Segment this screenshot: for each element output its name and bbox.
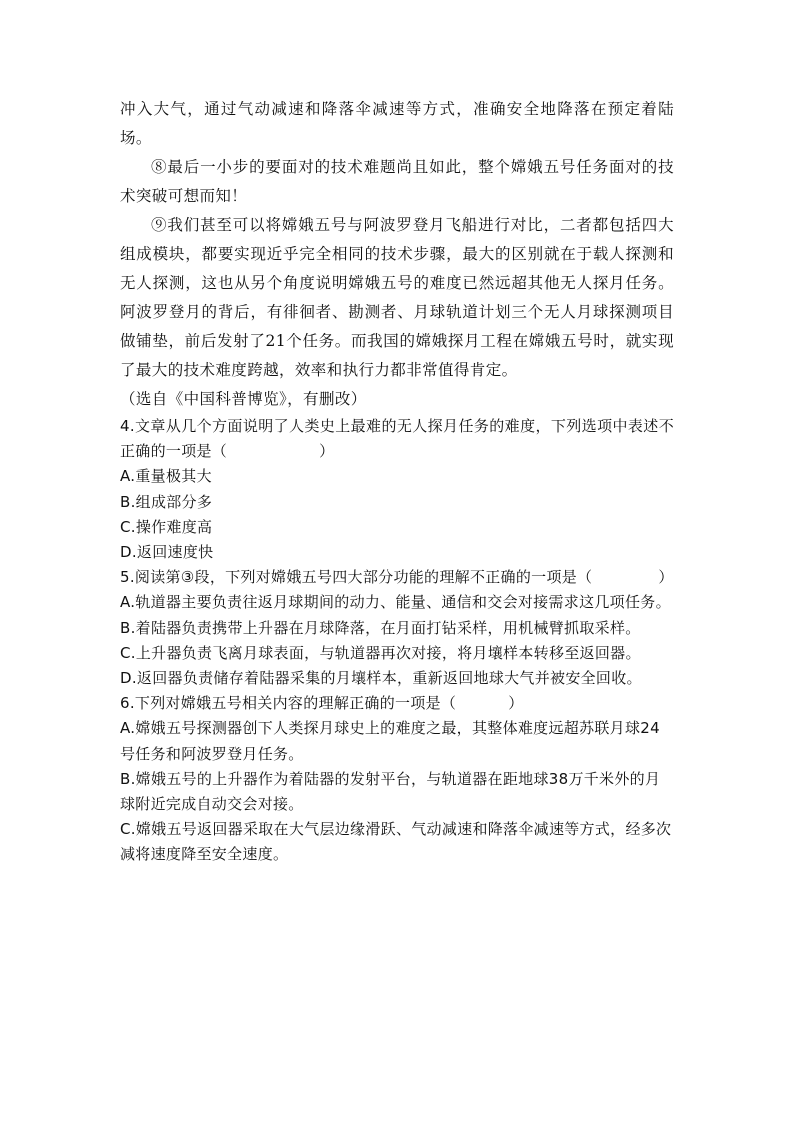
question-stem: 4.文章从几个方面说明了人类史上最难的无人探月任务的难度，下列选项中表述不正确的一项是（ ）: [120, 417, 674, 461]
passage-paragraph-9: ⑨我们甚至可以将嫦娥五号与阿波罗登月飞船进行对比，二者都包括四大组成模块，都要实现近乎完全相同的技术步骤，最大的区别就在于载人探测和无人探测，这也从另个角度说明嫦娥五号的难度已然远超其他无人探月任务。阿波罗登月的背后，有徘徊者、勘测者、月球轨道计划三个无人月球探测项目做铺垫，前后发射了21个任务。而我国的嫦娥探月工程在嫦娥五号时，就实现了最大的技术难度跨越，效率和执行力都非常值得肯定。: [120, 216, 674, 379]
question-5: [120, 565, 674, 691]
question-6: [120, 691, 674, 867]
question-option: D.返回器负责储存着陆器采集的月壤样本，重新返回地球大气并被安全回收。: [120, 669, 642, 688]
question-option: D.返回速度快: [120, 543, 214, 562]
question-stem: 6.下列对嫦娥五号相关内容的理解正确的一项是（ ）: [120, 694, 524, 713]
reading-passage: [120, 95, 674, 414]
question-stem: 5.阅读第③段，下列对嫦娥五号四大部分功能的理解不正确的一项是（ ）: [120, 568, 674, 587]
question-option: B.嫦娥五号的上升器作为着陆器的发射平台，与轨道器在距地球38万千米外的月球附近完成自动交会对接。: [120, 769, 661, 814]
question-option: B.组成部分多: [120, 492, 213, 511]
question-option: B.着陆器负责携带上升器在月球降落，在月面打钻采样，用机械臂抓取采样。: [120, 618, 641, 637]
question-option: A.嫦娥五号探测器创下人类探月球史上的难度之最，其整体难度远超苏联月球24号任务和阿波罗登月任务。: [120, 719, 660, 763]
question-option: A.轨道器主要负责往返月球期间的动力、能量、通信和交会对接需求这几项任务。: [120, 593, 671, 612]
question-option: A.重量极其大: [120, 467, 212, 486]
question-option: C.嫦娥五号返回器采取在大气层边缘滑跃、气动减速和降落伞减速等方式，经多次减将速度降至安全速度。: [120, 820, 672, 864]
passage-source: （选自《中国科普博览》，有删改）: [120, 390, 367, 408]
question-option: C.上升器负责飞离月球表面，与轨道器再次对接，将月壤样本转移至返回器。: [120, 643, 641, 662]
question-list: [120, 414, 674, 868]
question-option: C.操作难度高: [120, 517, 213, 536]
passage-paragraph-8: ⑧最后一小步的要面对的技术难题尚且如此，整个嫦娥五号任务面对的技术突破可想而知！: [120, 158, 674, 205]
question-4: [120, 414, 674, 565]
passage-paragraph-continued: 冲入大气，通过气动减速和降落伞减速等方式，准确安全地降落在预定着陆场。: [120, 100, 674, 147]
